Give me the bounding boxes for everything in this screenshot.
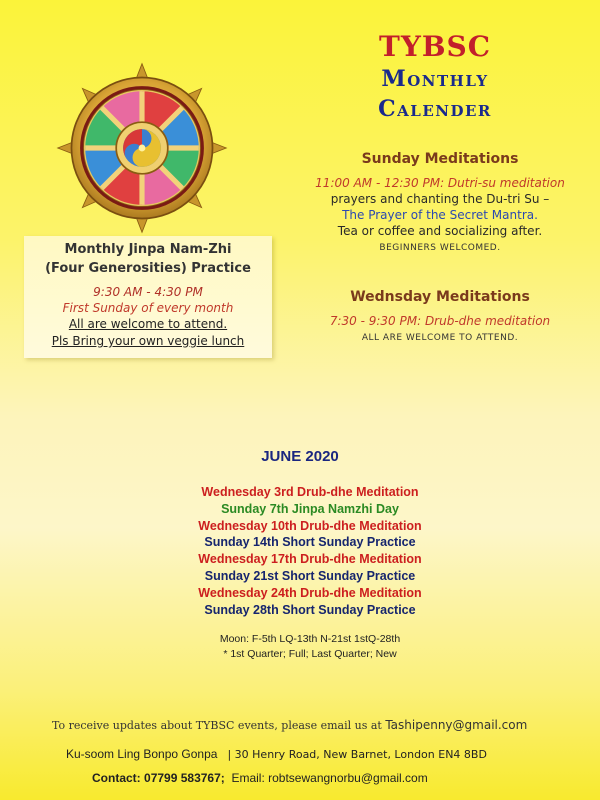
email-label: Email: xyxy=(231,771,265,785)
month-title: JUNE 2020 xyxy=(261,448,339,465)
contact-label: Contact: xyxy=(92,771,141,785)
event-item: Sunday 28th Short Sunday Practice xyxy=(204,602,416,617)
moon-dates: Moon: F-5th LQ-13th N-21st 1stQ-28th xyxy=(219,633,401,645)
monthly-welcome: All are welcome to attend. xyxy=(68,317,228,331)
event-list xyxy=(0,484,600,618)
monthly-heading-1: Monthly Jinpa Nam-Zhi xyxy=(64,242,232,257)
sunday-section xyxy=(290,151,590,257)
event-item: Wednesday 17th Drub-dhe Meditation xyxy=(198,552,422,567)
address-text: | 30 Henry Road, New Barnet, London EN4 8BD xyxy=(227,748,487,761)
title-monthly: Monthly xyxy=(381,66,489,92)
title-block xyxy=(330,30,540,124)
event-item: Wednesday 3rd Drub-dhe Meditation xyxy=(201,485,419,499)
monthly-when: First Sunday of every month xyxy=(62,301,234,315)
updates-line xyxy=(52,718,582,732)
page-title: TYBSC xyxy=(379,30,491,63)
contact-email-link[interactable]: robtsewangnorbu@gmail.com xyxy=(268,771,428,785)
event-item: Sunday 7th Jinpa Namzhi Day xyxy=(221,501,399,516)
wednesday-heading: Wednsday Meditations xyxy=(350,289,530,305)
moon-phases xyxy=(0,632,600,662)
updates-email-link[interactable]: Tashipenny@gmail.com xyxy=(385,718,528,732)
monthly-heading-2: (Four Generosities) Practice xyxy=(45,261,251,276)
dharma-wheel-icon xyxy=(56,62,228,234)
event-item: Sunday 14th Short Sunday Practice xyxy=(204,535,416,550)
monthly-lunch: Pls Bring your own veggie lunch xyxy=(51,334,245,348)
event-item: Wednesday 10th Drub-dhe Meditation xyxy=(198,518,422,533)
event-item: Wednesday 24th Drub-dhe Meditation xyxy=(198,585,422,600)
sunday-note: BEGINNERS WELCOMED. xyxy=(379,243,501,253)
contact-line xyxy=(92,771,592,785)
sunday-time: 11:00 AM - 12:30 PM: Dutri-su meditation xyxy=(315,176,565,190)
title-calender: Calender xyxy=(378,96,492,122)
org-name: Ku-soom Ling Bonpo Gonpa xyxy=(66,747,218,761)
sunday-heading: Sunday Meditations xyxy=(361,151,519,167)
contact-phone: 07799 583767; xyxy=(144,771,225,785)
address-line xyxy=(66,747,596,761)
sunday-line-3: The Prayer of the Secret Mantra. xyxy=(342,208,538,222)
wednesday-note: ALL ARE WELCOME TO ATTEND. xyxy=(361,333,519,343)
moon-key: * 1st Quarter; Full; Last Quarter; New xyxy=(223,648,397,660)
sunday-line-4: Tea or coffee and socializing after. xyxy=(337,224,543,238)
event-item: Sunday 21st Short Sunday Practice xyxy=(204,568,416,583)
monthly-practice-box xyxy=(24,236,272,358)
wednesday-time: 7:30 - 9:30 PM: Drub-dhe meditation xyxy=(329,314,551,328)
sunday-line-2: prayers and chanting the Du-tri Su – xyxy=(330,192,550,206)
monthly-time: 9:30 AM - 4:30 PM xyxy=(93,285,203,299)
updates-text: To receive updates about TYBSC events, please email us at xyxy=(52,719,382,732)
wednesday-section xyxy=(290,289,590,347)
